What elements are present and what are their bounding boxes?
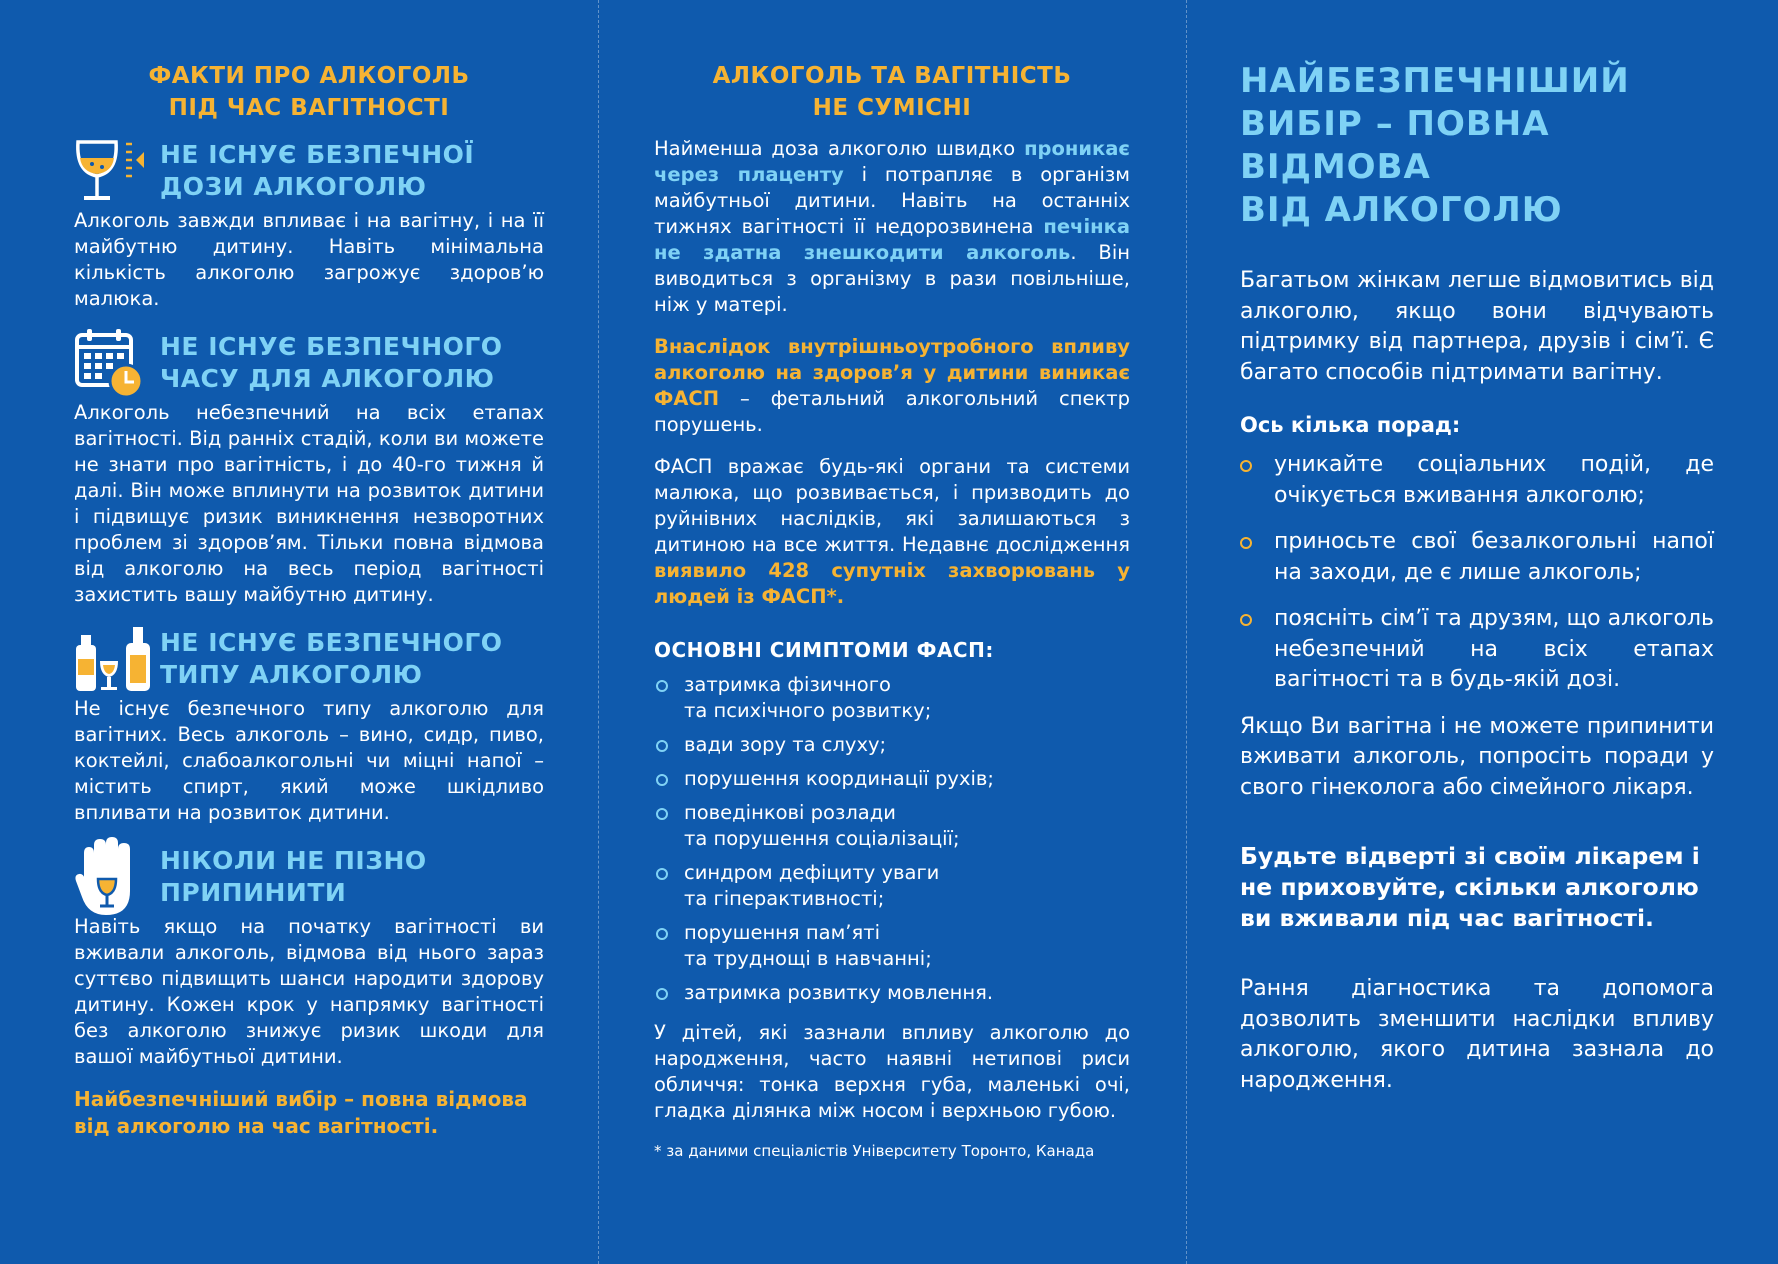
list-item: порушення координації рухів; — [654, 766, 1130, 792]
section-title: НЕ ІСНУЄ БЕЗПЕЧНОЇ ДОЗИ АЛКОГОЛЮ — [160, 140, 475, 201]
section-text: Не існує безпечного типу алкоголю для вагітних. Весь алкоголь – вино, сидр, пиво, коктейлі, слабоалкогольні чи міцні напої – містить спирт, який може шкідливо впливати на розвиток дитини. — [74, 697, 544, 824]
list-item: приносьте свої безалкогольні напої на заходи, де є лише алкоголь; — [1240, 527, 1714, 588]
calendar-clock-icon — [74, 328, 160, 398]
section-no-safe-dose — [74, 136, 544, 312]
bullet-circle-icon — [656, 740, 668, 752]
paragraph-facial-features: У дітей, які зазнали впливу алкоголю до народження, часто наявні нетипові риси обличчя: тонка верхня губа, маленькі очі, гладка ділянка між носом і верхньою губою. — [654, 1021, 1130, 1122]
symptoms-heading: ОСНОВНІ СИМПТОМИ ФАСП: — [654, 638, 994, 662]
panel-title: АЛКОГОЛЬ ТА ВАГІТНІСТЬ НЕ СУМІСНІ — [712, 63, 1072, 121]
bottles-icon — [74, 624, 160, 694]
section-text: Алкоголь небезпечний на всіх етапах вагітності. Від ранніх стадій, коли ви можете не знати про вагітність, і до 40-го тижня й далі. Він може вплинути на розвиток дитини і підвищує ризик виникнення незворотних проблем зі здоров’ям. Тільки повна відмова від алкоголю на весь період вагітності захистить вашу майбутню дитину. — [74, 401, 544, 606]
fold-line-right — [1186, 0, 1187, 1264]
wine-glass-icon — [74, 136, 160, 206]
list-item: вади зору та слуху; — [654, 732, 1130, 758]
section-text: Алкоголь завжди впливає і на вагітну, і на її майбутню дитину. Навіть мінімальна кількість алкоголю загрожує здоров’ю малюка. — [74, 209, 544, 310]
bullet-circle-icon — [656, 808, 668, 820]
panel-title: НАЙБЕЗПЕЧНІШИЙ ВИБІР – ПОВНА ВІДМОВА ВІД АЛКОГОЛЮ — [1240, 61, 1630, 230]
bold-note: Будьте відверті зі своїм лікарем і не приховуйте, скільки алкоголю ви вживали під час вагітності. — [1240, 842, 1700, 932]
list-item: порушення пам’яті та труднощі в навчанні; — [654, 920, 1130, 972]
footnote: * за даними спеціалістів Університету Торонто, Канада — [654, 1142, 1095, 1160]
panel-incompatible — [654, 60, 1130, 1162]
list-item: уникайте соціальних подій, де очікується вживання алкоголю; — [1240, 450, 1714, 511]
section-no-safe-time — [74, 328, 544, 608]
paragraph-fasd-definition: Внаслідок внутрішньоутробного впливу алкоголю на здоров’я у дитини виникає ФАСП – фетальний алкогольний спектр порушень. — [654, 335, 1130, 436]
stop-hand-icon — [74, 842, 160, 912]
section-text: Навіть якщо на початку вагітності ви вживали алкоголь, відмова від нього зараз суттєво підвищить шанси народити здорову дитину. Кожен крок у напрямку вагітності без алкоголю знижує ризик шкоди для вашої майбутньої дитини. — [74, 915, 544, 1068]
symptoms-list — [654, 672, 1130, 1006]
list-item: затримка фізичного та психічного розвитку; — [654, 672, 1130, 724]
tips-list — [1240, 450, 1714, 696]
section-never-too-late — [74, 842, 544, 1070]
list-item: поведінкові розлади та порушення соціалізації; — [654, 800, 1130, 852]
section-title: НЕ ІСНУЄ БЕЗПЕЧНОГО ТИПУ АЛКОГОЛЮ — [160, 628, 503, 689]
paragraph-early-diagnosis: Рання діагностика та допомога дозволить зменшити наслідки впливу алкоголю, якого дитина зазнала до народження. — [1240, 976, 1714, 1093]
paragraph-support: Багатьом жінкам легше відмовитись від алкоголю, якщо вони відчувають підтримку від партнера, друзів і сім’ї. Є багато способів підтримати вагітну. — [1240, 268, 1714, 385]
bullet-circle-icon — [656, 868, 668, 880]
paragraph-doctor-advice: Якщо Ви вагітна і не можете припинити вживати алкоголь, попросіть поради у свого гінеколога або сімейного лікаря. — [1240, 713, 1714, 800]
tips-heading: Ось кілька порад: — [1240, 413, 1461, 437]
panel-safest-choice — [1240, 60, 1714, 1112]
fold-line-left — [598, 0, 599, 1264]
paragraph-fasd-effects: ФАСП вражає будь-які органи та системи малюка, що розвивається, і призводить до руйнівних наслідків, які залишаються з дитиною на все життя. Недавнє дослідження виявило 428 супутніх захворювань у людей із ФАСП*. — [654, 455, 1130, 608]
section-no-safe-type — [74, 624, 544, 826]
section-title: НІКОЛИ НЕ ПІЗНО ПРИПИНИТИ — [160, 846, 427, 907]
bullet-circle-icon — [656, 774, 668, 786]
bullet-circle-icon — [1240, 537, 1252, 549]
bullet-circle-icon — [656, 928, 668, 940]
list-item: поясніть сім’ї та друзям, що алкоголь небезпечний на всіх етапах вагітності та в будь-якій дозі. — [1240, 604, 1714, 696]
section-title: НЕ ІСНУЄ БЕЗПЕЧНОГО ЧАСУ ДЛЯ АЛКОГОЛЮ — [160, 332, 503, 393]
bullet-circle-icon — [656, 680, 668, 692]
list-item: затримка розвитку мовлення. — [654, 980, 1130, 1006]
closing-statement: Найбезпечніший вибір – повна відмова від алкоголю на час вагітності. — [74, 1087, 528, 1138]
bullet-circle-icon — [1240, 614, 1252, 626]
panel-facts — [74, 60, 544, 1140]
paragraph-placenta: Найменша доза алкоголю швидко проникає через плаценту і потрапляє в організм майбутньої дитини. Навіть на останніх тижнях вагітності її недорозвинена печінка не здатна знешкодити алкоголь. Він виводиться з організму в рази повільніше, ніж у матері. — [654, 137, 1130, 316]
bullet-circle-icon — [1240, 460, 1252, 472]
bullet-circle-icon — [656, 988, 668, 1000]
panel-title: ФАКТИ ПРО АЛКОГОЛЬ ПІД ЧАС ВАГІТНОСТІ — [148, 63, 470, 121]
list-item: синдром дефіциту уваги та гіперактивності; — [654, 860, 1130, 912]
